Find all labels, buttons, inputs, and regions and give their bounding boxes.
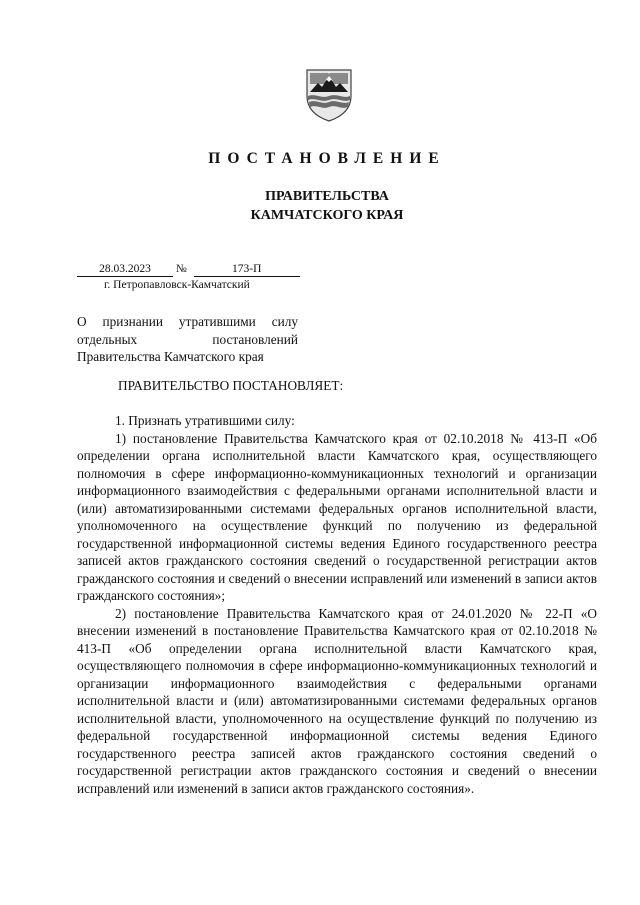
document-date: 28.03.2023 [77, 262, 173, 277]
issuing-authority [0, 187, 640, 225]
issue-city: г. Петропавловск-Камчатский [104, 279, 250, 291]
kamchatka-coat-of-arms-emblem [301, 66, 357, 122]
clause-1: 1. Признать утратившими силу: [115, 413, 295, 428]
document-subject: О признании утратившими силу отдельных постановлений Правительства Камчатского края [77, 314, 298, 364]
clause-1-sub-1: 1) постановление Правительства Камчатского края от 02.10.2018 № 413-П «Об определении органа исполнительной власти Камчатского края, осуществляющего полномочия в сфере информационно-коммуникационных технологий и организации информационного взаимодействия с федеральными органами исполнительной власти и (или) автоматизированными системами федеральных органов исполнительной власти, уполномоченного на осуществление функций по получению из федеральной государственной информационной системы ведения Единого государственного реестра записей актов гражданского состояния сведений о государственной регистрации актов гражданского состояния и сведений о внесении исправлений или изменений в записи актов гражданского состояния»; [77, 430, 597, 603]
authority-line-1: ПРАВИТЕЛЬСТВА [265, 189, 389, 204]
date-number-line [77, 262, 300, 277]
document-type-title: ПОСТАНОВЛЕНИЕ [208, 150, 446, 167]
clause-1-sub-2: 2) постановление Правительства Камчатского края от 24.01.2020 № 22-П «О внесении изменений в постановление Правительства Камчатского края от 02.10.2018 № 413-П «Об определении органа исполнительной власти Камчатского края, осуществляющего полномочия в сфере информационно-коммуникационных технологий и организации информационного взаимодействия с федеральными органами исполнительной власти и (или) автоматизированными системами федеральных органов исполнительной власти, уполномоченного на осуществление функций по получению из федеральной государственной информационной системы ведения Единого государственного реестра записей актов гражданского состояния сведений о государственной регистрации актов гражданского состояния и сведений о внесении исправлений или изменений в записи актов гражданского состояния». [77, 605, 597, 796]
document-number: 173-П [194, 262, 300, 277]
number-label: № [175, 263, 187, 275]
decree-statement: ПРАВИТЕЛЬСТВО ПОСТАНОВЛЯЕТ: [118, 378, 344, 393]
document-body [77, 412, 597, 797]
coat-of-arms-icon [301, 66, 357, 122]
authority-line-2: КАМЧАТСКОГО КРАЯ [250, 208, 404, 223]
